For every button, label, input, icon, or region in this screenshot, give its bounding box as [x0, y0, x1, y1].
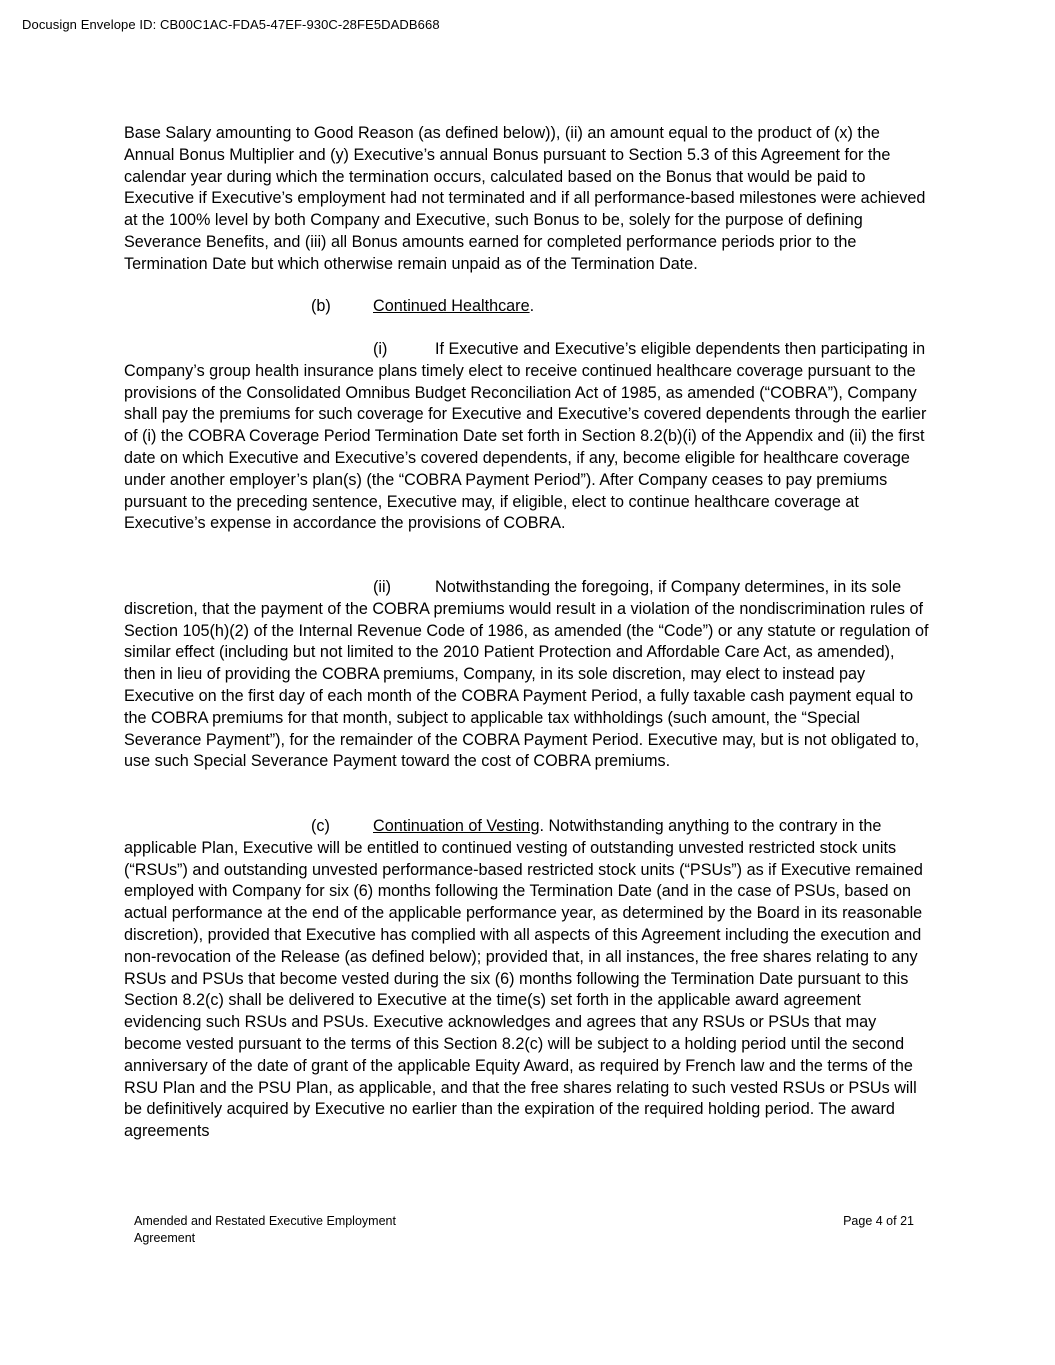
section-b-title: Continued Healthcare	[373, 297, 530, 315]
section-b-ii-text: Notwithstanding the foregoing, if Company determines, in its sole discretion, that the payment of the COBRA premiums would result in a violation of the nondiscrimination rules of Section 105(h)(2) of the Internal Revenue Code of 1986, as amended (the “Code”) or any statute or regulation of similar effect (including but not limited to the 2010 Patient Protection and Affordable Care Act, as amended), then in lieu of providing the COBRA premiums, Company, in its sole discretion, may elect to instead pay Executive on the first day of each month of the COBRA Payment Period, a fully taxable cash payment equal to the COBRA premiums for that month, subject to applicable tax withholdings (such amount, the “Special Severance Payment”), for the remainder of the COBRA Payment Period. Executive may, but is not obligated to, use such Special Severance Payment toward the cost of COBRA premiums.	[124, 578, 929, 771]
section-b-i-label: (i)	[373, 340, 388, 358]
envelope-id: Docusign Envelope ID: CB00C1AC-FDA5-47EF-930C-28FE5DADB668	[22, 17, 440, 32]
section-b-ii-label: (ii)	[373, 578, 391, 596]
footer-page-number: Page 4 of 21	[843, 1214, 914, 1228]
section-c-text: . Notwithstanding anything to the contrary in the applicable Plan, Executive will be entitled to continued vesting of outstanding unvested restricted stock units (“RSUs”) and outstanding unvested performance-based restricted stock units (“PSUs”) as if Executive remained employed with Company for six (6) months following the Termination Date (and in the case of PSUs, based on actual performance at the end of the applicable performance year, as determined by the Board in its reasonable discretion), provided that Executive has complied with all aspects of this Agreement including the execution and non-revocation of the Release (as defined below); provided that, in all instances, the free shares relating to any RSUs and PSUs that become vested during the six (6) months following the Termination Date pursuant to this Section 8.2(c) shall be delivered to Executive at the time(s) set forth in the applicable award agreement evidencing such RSUs and PSUs. Executive acknowledges and agrees that any RSUs or PSUs that may become vested pursuant to the terms of this Section 8.2(c) will be subject to a holding period until the second anniversary of the date of grant of the applicable Equity Award, as required by French law and the terms of the RSU Plan and the PSU Plan, as applicable, and that the free shares relating to such vested RSUs or PSUs will be definitively acquired by Executive no earlier than the expiration of the required holding period. The award agreements	[124, 817, 923, 1141]
paragraph-text: Base Salary amounting to Good Reason (as defined below)), (ii) an amount equal to the product of (x) the Annual Bonus Multiplier and (y) Executive’s annual Bonus pursuant to Section 5.3 of this Agreement for the calendar year during which the termination occurs, calculated based on the Bonus that would be paid to Executive if Executive’s employment had not terminated and if all performance-based milestones were achieved at the 100% level by both Company and Executive, such Bonus to be, solely for the purpose of defining Severance Benefits, and (iii) all Bonus amounts earned for completed performance periods prior to the Termination Date but which otherwise remain unpaid as of the Termination Date.	[124, 124, 926, 273]
footer-document-title: Amended and Restated Executive Employment Agreement	[134, 1214, 396, 1245]
section-b-i-text: If Executive and Executive’s eligible dependents then participating in Company’s group health insurance plans timely elect to receive continued healthcare coverage pursuant to the provisions of the Consolidated Omnibus Budget Reconciliation Act of 1985, as amended (“COBRA”), Company shall pay the premiums for such coverage for Executive and Executive’s covered dependents through the earlier of (i) the COBRA Coverage Period Termination Date set forth in Section 8.2(b)(i) of the Appendix and (ii) the first date on which Executive and Executive’s covered dependents, if any, become eligible for healthcare coverage under another employer’s plan(s) (the “COBRA Payment Period”). After Company ceases to pay premiums pursuant to the preceding sentence, Executive may, if eligible, elect to continue healthcare coverage at Executive’s expense in accordance the provisions of COBRA.	[124, 340, 927, 533]
section-b-label: (b)	[311, 297, 331, 315]
section-b-i	[124, 339, 930, 535]
section-b-heading	[124, 296, 930, 318]
paragraph-a-continuation	[124, 123, 930, 276]
section-b-ii	[124, 577, 930, 773]
section-c-label: (c)	[311, 817, 330, 835]
section-b-title-period: .	[529, 297, 535, 315]
section-c	[124, 816, 930, 1143]
section-c-title: Continuation of Vesting	[373, 817, 540, 835]
